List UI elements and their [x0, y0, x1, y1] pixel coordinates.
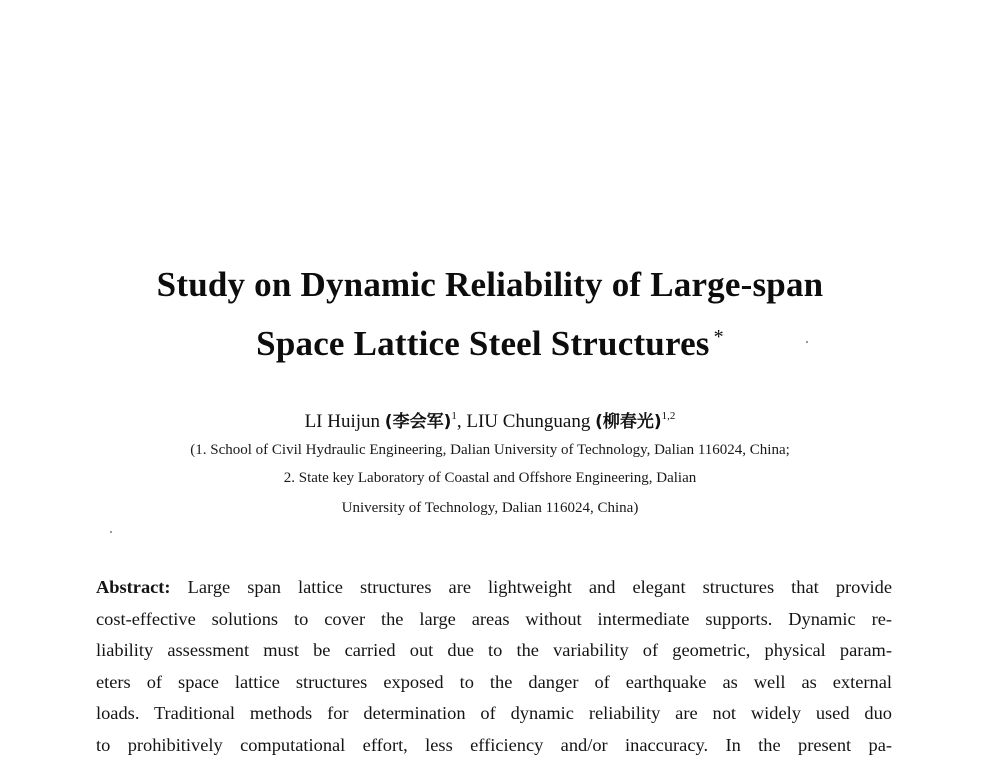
title-line-2	[0, 311, 980, 370]
author-2-name: LIU Chunguang	[466, 411, 590, 432]
author-separator: ,	[457, 411, 462, 432]
abstract-line-6: to prohibitively computational effort, less efficiency and/or inaccuracy. In the present pa-	[96, 730, 892, 761]
abstract-line-4: eters of space lattice structures exposed to the danger of earthquake as well as external	[96, 667, 892, 699]
abstract-line-1-text: Large span lattice structures are lightweight and elegant structures that provide	[188, 577, 892, 597]
abstract-line-5: loads. Traditional methods for determination of dynamic reliability are not widely used duo	[96, 698, 892, 730]
abstract-line-1	[96, 572, 892, 604]
abstract-line-3: liability assessment must be carried out due to the variability of geometric, physical param-	[96, 635, 892, 667]
abstract-line-2: cost-effective solutions to cover the large areas without intermediate supports. Dynamic re-	[96, 604, 892, 636]
affiliation-line-2: 2. State key Laboratory of Coastal and Offshore Engineering, Dalian	[0, 468, 980, 488]
author-1-cjk-name: (李会军)	[385, 412, 452, 432]
title-line-1: Study on Dynamic Reliability of Large-span	[0, 258, 980, 311]
abstract-paragraph	[96, 572, 892, 761]
author-1-affiliation-mark: 1	[451, 410, 457, 422]
affiliation-line-3: University of Technology, Dalian 116024, China)	[0, 498, 980, 518]
affiliation-line-1: (1. School of Civil Hydraulic Engineering, Dalian University of Technology, Dalian 116024, China;	[0, 440, 980, 460]
author-1-name: LI Huijun	[305, 411, 380, 432]
author-2-affiliation-mark: 1,2	[662, 410, 676, 422]
abstract-label: Abstract:	[96, 577, 171, 597]
author-2-cjk-name: (柳春光)	[595, 412, 662, 432]
title-footnote-mark: *	[714, 326, 724, 348]
paper-title	[0, 258, 980, 370]
scan-speck	[806, 341, 808, 343]
title-line-2-text: Space Lattice Steel Structures	[256, 324, 709, 363]
scan-speck	[110, 531, 112, 533]
author-line	[0, 404, 980, 434]
